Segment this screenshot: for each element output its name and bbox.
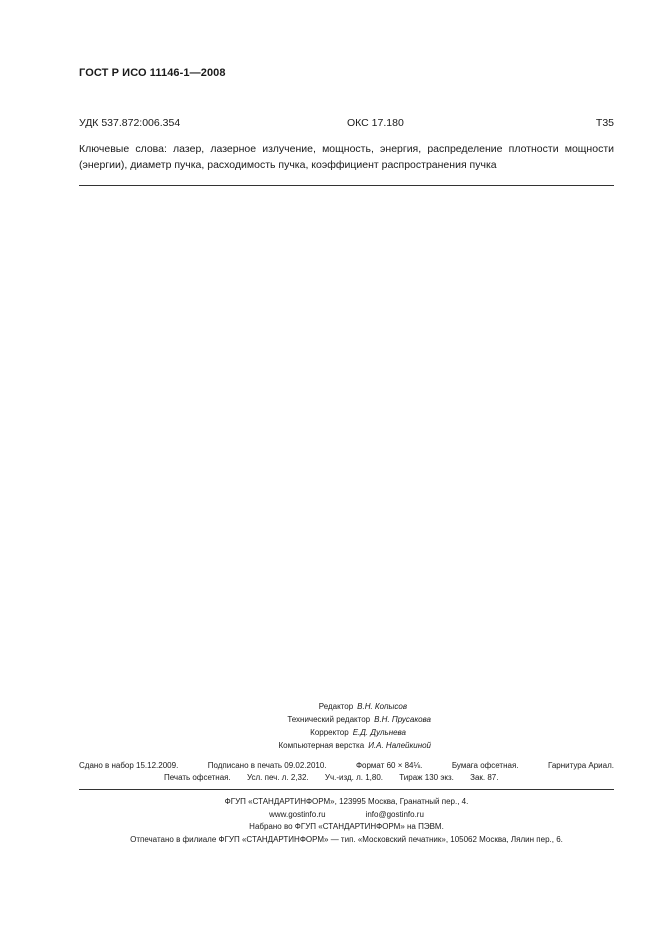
- print-info-item: Печать офсетная.: [164, 773, 231, 782]
- keywords-line-2: (энергии), диаметр пучка, расходимость пучка, коэффициент распространения пучка: [79, 159, 497, 171]
- typesetting-note: Набрано во ФГУП «СТАНДАРТИНФОРМ» на ПЭВМ.: [249, 822, 444, 831]
- editor-label: Редактор: [318, 702, 354, 711]
- print-info-line-1: [79, 760, 614, 772]
- print-info-item: Гарнитура Ариал.: [547, 761, 614, 770]
- layout-line: [279, 739, 432, 752]
- tech-editor-name: В.Н. Прусакова: [374, 715, 431, 724]
- print-info-item: Формат 60 × 84⅛.: [355, 761, 423, 770]
- print-info-item: Тираж 130 экз.: [399, 773, 454, 782]
- publisher-block: [79, 796, 614, 846]
- corrector-line: [310, 726, 406, 739]
- print-info-item: Сдано в набор 15.12.2009.: [79, 761, 179, 770]
- keywords-line-1: Ключевые слова: лазер, лазерное излучение, мощность, энергия, распределение плотности мощности: [79, 143, 614, 155]
- print-info-line-2: [79, 772, 614, 784]
- publisher-address: ФГУП «СТАНДАРТИНФОРМ», 123995 Москва, Гранатный пер., 4.: [224, 797, 469, 806]
- print-info-item: Усл. печ. л. 2,32.: [246, 773, 309, 782]
- print-info-item: Зак. 87.: [470, 773, 499, 782]
- publisher-website: www.gostinfo.ru: [269, 809, 326, 819]
- print-info-item: Подписано в печать 09.02.2010.: [207, 761, 327, 770]
- tech-editor-line: [287, 713, 431, 726]
- divider-top: [79, 185, 614, 186]
- print-info-block: [79, 760, 614, 784]
- editor-line: [319, 700, 407, 713]
- print-info-item: Бумага офсетная.: [451, 761, 519, 770]
- oks-code: ОКС 17.180: [347, 117, 404, 129]
- printing-note: Отпечатано в филиале ФГУП «СТАНДАРТИНФОРМ» — тип. «Московский печатник», 105062 Москва, Лялин пер., 6.: [130, 834, 563, 844]
- publisher-contacts: [79, 809, 614, 822]
- print-info-item: Уч.-изд. л. 1,80.: [324, 773, 384, 782]
- corrector-label: Корректор: [310, 728, 349, 737]
- udk-code: УДК 537.872:006.354: [79, 117, 181, 129]
- divider-imprint: [79, 789, 614, 790]
- keywords-block: [79, 141, 614, 173]
- layout-name: И.А. Налейкиной: [368, 741, 431, 750]
- category-code: Т35: [595, 117, 614, 129]
- corrector-name: Е.Д. Дульнева: [352, 728, 406, 737]
- classification-row: [79, 117, 614, 131]
- publisher-email: info@gostinfo.ru: [365, 809, 424, 819]
- tech-editor-label: Технический редактор: [287, 715, 371, 724]
- layout-label: Компьютерная верстка: [278, 741, 365, 750]
- standard-id-header: ГОСТ Р ИСО 11146-1—2008: [79, 67, 226, 79]
- editor-name: В.Н. Копысов: [357, 702, 407, 711]
